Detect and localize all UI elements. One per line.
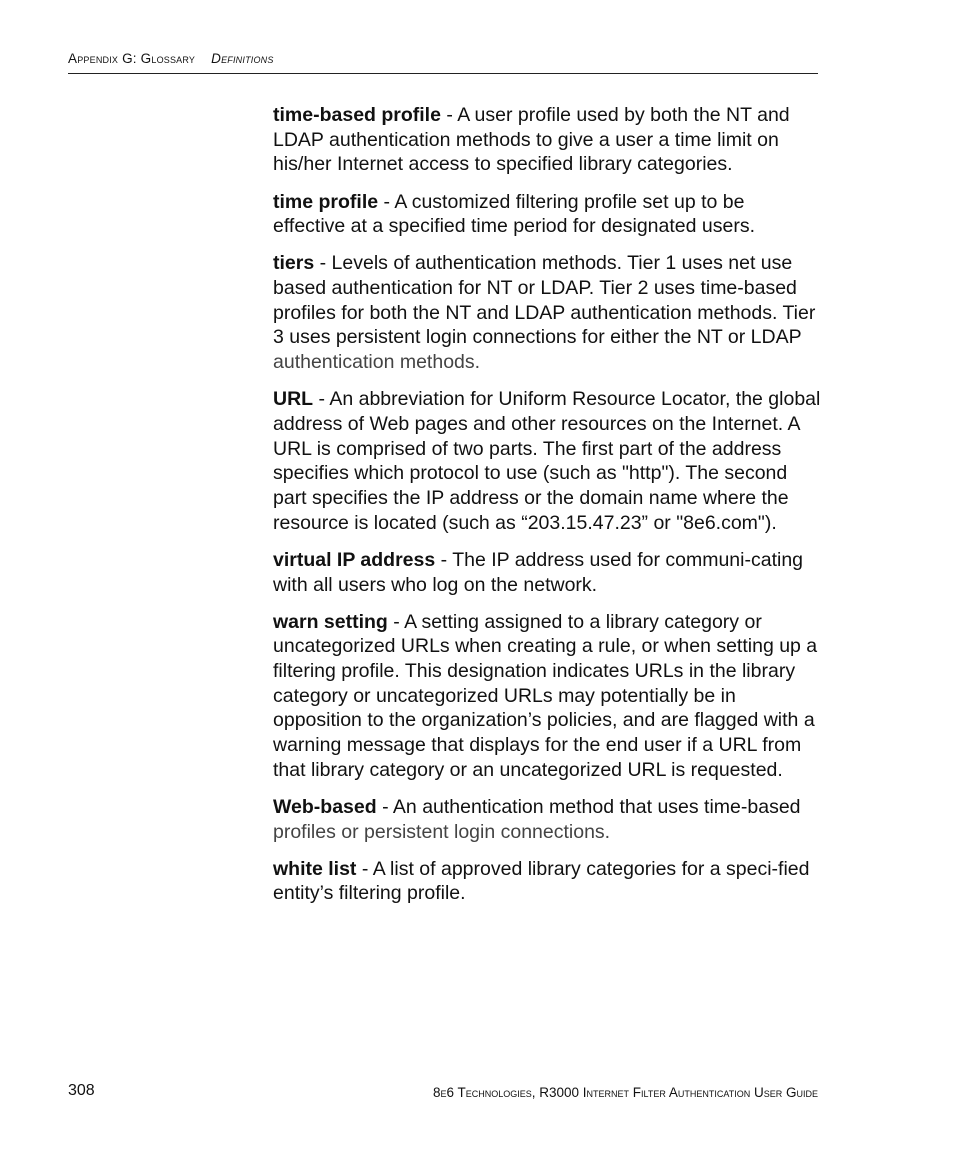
glossary-term: time-based profile (273, 104, 441, 126)
glossary-entry-white-list (273, 857, 821, 906)
glossary-definition: - A setting assigned to a library category or uncategorized URLs when creating a rule, or when setting up a filtering profile. This designation indicates URLs in the library category or uncategorized URLs may potentially be in opposition to the organization’s policies, and are flagged with a warning message that displays for the end user if a URL from that library category or an uncategorized URL is requested. (273, 610, 818, 781)
glossary-entry-tiers (273, 251, 821, 375)
glossary-term: time profile (273, 190, 379, 213)
glossary-term: virtual IP address (273, 548, 436, 571)
glossary-definition: - An authentication method that uses time-based (376, 795, 801, 818)
glossary-entry-time-based-profile (273, 103, 821, 177)
glossary-definition: - An abbreviation for Uniform Resource Locator, the global address of Web pages and other resources on the Internet. A URL is comprised of two parts. The first part of the address specifies which protocol to use (such as "http"). The second part specifies the IP address or the domain name where the resource is located (such as “203.15.47.23” or "8e6.com"). (273, 388, 821, 534)
glossary-definition: - The IP address used for communi-cating with all users who log on the network. (273, 548, 804, 596)
glossary-entry-web-based (273, 795, 821, 844)
glossary-entry-time-profile (273, 190, 821, 239)
glossary-definition: - A customized filtering profile set up to be effective at a specified time period for designated users. (273, 190, 755, 238)
glossary-term: warn setting (273, 610, 388, 633)
header-section: Definitions (211, 51, 274, 66)
glossary-term: white list (273, 857, 357, 880)
glossary-entry-warn-setting (273, 610, 821, 783)
glossary-definitions (273, 103, 821, 919)
glossary-term: Web-based (273, 795, 377, 818)
page-number: 308 (68, 1082, 95, 1099)
glossary-definition: - A list of approved library categories for a speci-fied entity’s filtering profile. (273, 857, 810, 905)
header-text (68, 51, 274, 66)
glossary-entry-virtual-ip-address (273, 548, 821, 597)
glossary-definition-tail: authentication methods. (273, 351, 481, 374)
glossary-term: tiers (273, 252, 315, 275)
glossary-definition: - Levels of authentication methods. Tier 1 uses net use based authentication for NT or LDAP. Tier 2 uses time-based profiles for both the NT and LDAP authentication methods. Tier 3 uses persistent login connections for either the NT or LDAP (273, 252, 816, 349)
glossary-definition-tail: profiles or persistent login connections. (273, 820, 611, 843)
running-header (68, 49, 818, 74)
glossary-entry-url (273, 387, 821, 535)
glossary-term: URL (273, 388, 314, 411)
header-chapter: Appendix G: Glossary (68, 51, 196, 66)
running-footer-title: 8e6 Technologies, R3000 Internet Filter Authentication User Guide (432, 1085, 818, 1100)
glossary-definition: - A user profile used by both the NT and LDAP authentication methods to give a user a time limit on his/her Internet access to specified library categories. (273, 104, 790, 176)
